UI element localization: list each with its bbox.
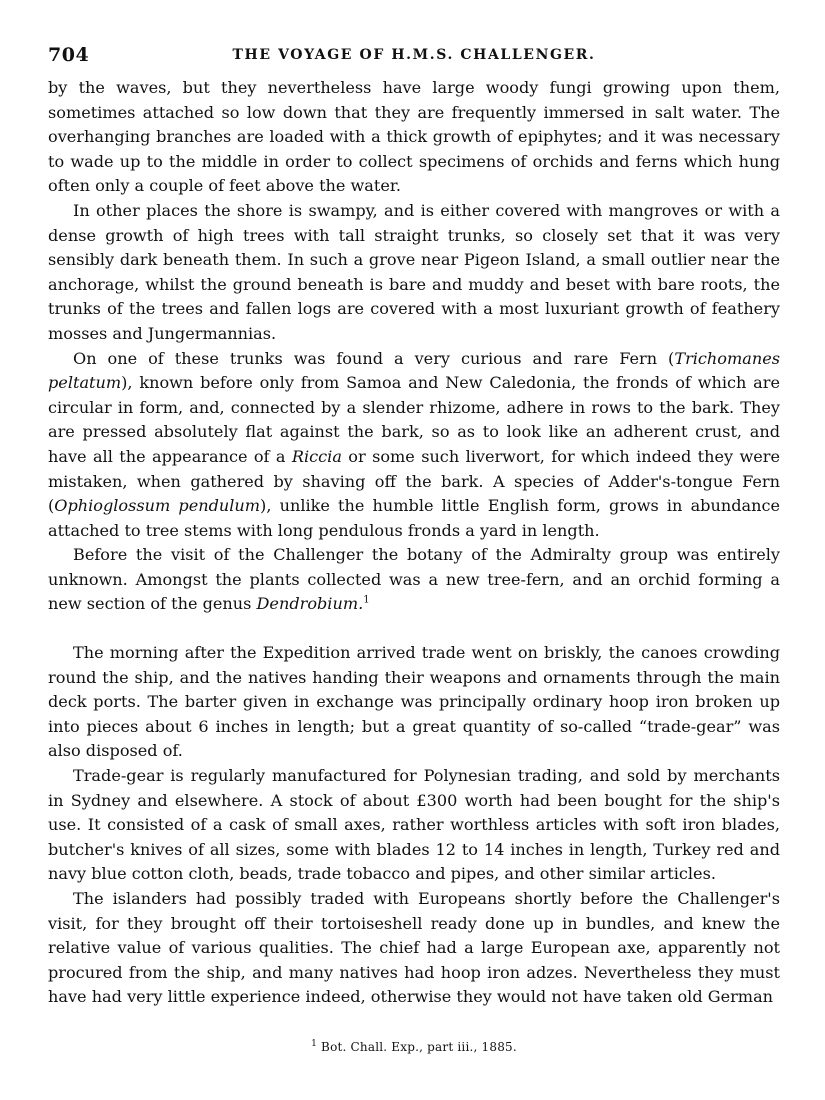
page-header — [48, 44, 780, 74]
text-run: Before the visit of the Challenger the botany of the Admiralty group was entirely unknown. Amongst the plants collected was a new tree-fern, and an orchid forming a new section of the genus — [48, 545, 780, 614]
page — [48, 44, 780, 1064]
paragraph-3 — [48, 347, 780, 544]
italic-term: Ophioglossum pendulum — [54, 496, 261, 516]
paragraph-6 — [48, 764, 780, 887]
paragraph-1 — [48, 76, 780, 199]
footnote-mark: 1 — [311, 1039, 318, 1049]
text-run: ), known before only from Samoa and New Caledonia, the fronds of which are circular in form, and, connected by a slender rhizome, adhere in rows to the bark. They are pressed absolutely flat against the bark, so as to look like an adherent crust, and have all the appearance of a — [48, 373, 780, 466]
italic-term: Dendrobium. — [256, 594, 364, 614]
text-run: The islanders had possibly traded with Europeans shortly before the Challenger's visit, for they brought off their tortoiseshell ready done up in bundles, and knew the relative value of various qualities. The chief had a large European axe, apparently not procured from the ship, and many natives had hoop iron adzes. Nevertheless they must have had very little experience indeed, otherwise they would not have taken old German — [48, 889, 780, 1007]
footnote-text: Bot. Chall. Exp., part iii., 1885. — [321, 1040, 517, 1054]
section-break — [48, 617, 780, 641]
footnote-reference[interactable]: 1 — [363, 595, 370, 607]
text-run: The morning after the Expedition arrived trade went on briskly, the canoes crowding round the ship, and the natives handing their weapons and ornaments through the main deck ports. The barter given in exchange was principally ordinary hoop iron broken up into pieces about 6 inches in length; but a great quantity of so-called “trade-gear” was also disposed of. — [48, 643, 780, 761]
text-run: ), unlike the humble little English form, grows in abundance attached to tree stems with long pendulous fronds a yard in length. — [48, 496, 780, 540]
paragraph-5 — [48, 641, 780, 764]
text-run: In other places the shore is swampy, and is either covered with mangroves or with a dense growth of high trees with tall straight trunks, so closely set that it was very sensibly dark beneath them. In such a grove near Pigeon Island, a small outlier near the anchorage, whilst the ground beneath is bare and muddy and beset with bare roots, the trunks of the trees and fallen logs are covered with a most luxuriant growth of feathery mosses and Jungermannias. — [48, 200, 780, 343]
text-run: or some such liverwort, for which indeed they were mistaken, when gathered by shaving off the bark. A species of Adder's-tongue Fern ( — [48, 446, 780, 516]
paragraph-2 — [48, 199, 780, 347]
footnote — [48, 1040, 780, 1054]
text-run: On one of these trunks was found a very curious and rare Fern ( — [73, 348, 675, 368]
paragraph-7 — [48, 887, 780, 1010]
body-text — [48, 76, 780, 1010]
paragraph-4 — [48, 543, 780, 617]
italic-term: Trichomanes peltatum — [48, 348, 780, 393]
text-run: Trade-gear is regularly manufactured for Polynesian trading, and sold by merchants in Sydney and elsewhere. A stock of about £300 worth had been bought for the ship's use. It consisted of a cask of small axes, rather worthless articles with soft iron blades, butcher's knives of all sizes, some with blades 12 to 14 inches in length, Turkey red and navy blue cotton cloth, beads, trade tobacco and pipes, and other similar articles. — [48, 766, 780, 884]
italic-term: Riccia — [291, 446, 342, 466]
running-title: THE VOYAGE OF H.M.S. CHALLENGER. — [232, 47, 596, 63]
text-run: by the waves, but they nevertheless have large woody fungi growing upon them, sometimes attached so low down that they are frequently immersed in salt water. The overhanging branches are loaded with a thick growth of epiphytes; and it was necessary to wade up to the middle in order to collect specimens of orchids and ferns which hung often only a couple of feet above the water. — [48, 78, 780, 196]
page-number: 704 — [48, 44, 90, 66]
